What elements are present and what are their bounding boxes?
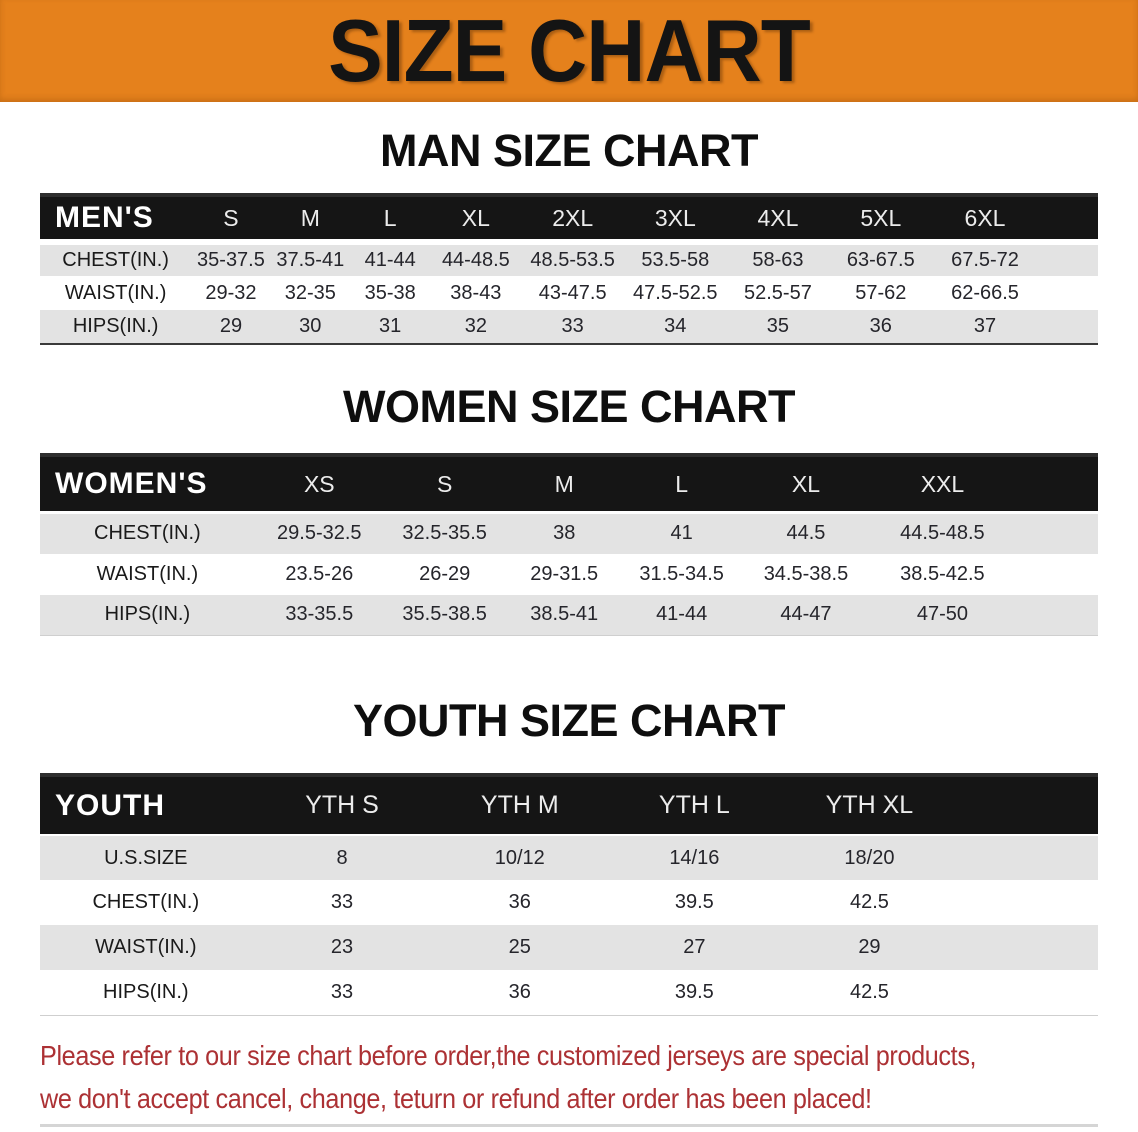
page-title: SIZE CHART — [328, 1, 810, 100]
measure-value-cell: 29 — [858, 936, 881, 958]
measure-value-cell: 32.5-35.5 — [402, 522, 487, 545]
measure-value-cell: 31.5-34.5 — [639, 562, 724, 585]
measure-value-cell — [1013, 554, 1098, 595]
measure-value-cell — [957, 970, 1098, 1015]
measure-value-cell: 37.5-41 — [276, 249, 345, 271]
measure-value-cell: 25 — [508, 936, 531, 958]
measure-value-cell: 34 — [664, 315, 687, 337]
measure-value-cell: 41-44 — [364, 249, 416, 271]
measure-value-cell: 38 — [553, 522, 576, 545]
measure-value-cell: 37 — [973, 315, 997, 337]
size-table — [40, 777, 1098, 1016]
measure-value-cell: 47-50 — [916, 603, 968, 626]
men-heading-text: MAN SIZE CHART — [380, 125, 758, 176]
table-title-cell: YOUTH — [40, 777, 252, 835]
measure-value-cell: 35.5-38.5 — [402, 603, 487, 626]
measure-label-cell: WAIST(IN.) — [64, 281, 167, 304]
measure-value-cell: 36 — [508, 891, 531, 913]
measure-row — [40, 310, 1098, 344]
women-size-table — [40, 453, 1098, 636]
measure-label-cell: WAIST(IN.) — [95, 936, 197, 958]
measure-row — [40, 970, 1098, 1015]
size-header-cell: XL — [430, 197, 521, 242]
measure-value-cell: 33 — [561, 315, 584, 337]
size-header-cell: L — [350, 197, 430, 242]
measure-value-cell: 32 — [464, 315, 487, 337]
measure-value-cell: 47.5-52.5 — [633, 281, 718, 304]
measure-value-cell: 44.5 — [786, 522, 826, 545]
measure-value-cell: 27 — [683, 936, 706, 958]
measure-value-cell: 62-66.5 — [951, 281, 1019, 304]
measure-row — [40, 835, 1098, 880]
size-header-cell: L — [623, 457, 740, 513]
size-header-row — [40, 197, 1098, 242]
measure-value-cell: 53.5-58 — [641, 249, 710, 271]
measure-row — [40, 595, 1098, 636]
size-header-cell: S — [384, 457, 506, 513]
measure-value-cell: 33 — [330, 891, 354, 913]
size-chart-banner — [0, 0, 1138, 102]
order-disclaimer-note — [40, 1034, 1098, 1120]
size-header-cell — [1013, 457, 1098, 513]
measure-value-cell — [957, 835, 1098, 880]
measure-value-cell: 48.5-53.5 — [530, 249, 615, 271]
measure-value-cell: 31 — [379, 315, 402, 337]
measure-label-cell: HIPS(IN.) — [72, 315, 159, 337]
measure-value-cell: 44-48.5 — [441, 249, 510, 271]
measure-row — [40, 880, 1098, 925]
table-title-cell: MEN'S — [40, 197, 191, 242]
size-header-cell: YTH L — [607, 777, 782, 835]
measure-value-cell: 23 — [330, 936, 354, 958]
size-header-cell: M — [505, 457, 622, 513]
measure-value-cell: 36 — [508, 980, 531, 1003]
measure-value-cell: 42.5 — [849, 891, 889, 913]
measure-value-cell — [1038, 276, 1098, 310]
youth-heading-text: YOUTH SIZE CHART — [352, 695, 785, 746]
measure-row — [40, 513, 1098, 554]
size-header-row — [40, 457, 1098, 513]
women-heading-text: WOMEN SIZE CHART — [343, 381, 795, 432]
size-header-cell: 3XL — [624, 197, 727, 242]
measure-value-cell: 39.5 — [674, 980, 714, 1003]
size-header-cell: 6XL — [932, 197, 1037, 242]
table-title-cell: WOMEN'S — [40, 457, 255, 513]
measure-value-cell: 44-47 — [780, 603, 832, 626]
measure-value-cell: 29 — [219, 315, 243, 337]
disclaimer-line-2: we don't accept cancel, change, teturn or refund after order has been placed! — [40, 1082, 872, 1114]
measure-label-cell: HIPS(IN.) — [104, 603, 191, 626]
measure-value-cell — [957, 880, 1098, 925]
measure-value-cell: 43-47.5 — [538, 281, 607, 304]
size-header-cell — [1038, 197, 1098, 242]
size-header-cell: 5XL — [829, 197, 932, 242]
measure-label-cell: U.S.SIZE — [104, 846, 188, 869]
measure-value-cell: 57-62 — [855, 281, 907, 304]
measure-label-cell: WAIST(IN.) — [96, 562, 199, 585]
measure-value-cell: 29-32 — [205, 281, 257, 304]
measure-value-cell: 26-29 — [419, 562, 471, 585]
measure-value-cell: 42.5 — [849, 980, 889, 1003]
disclaimer-line-1: Please refer to our size chart before order,the customized jerseys are special products, — [40, 1039, 977, 1071]
measure-value-cell: 36 — [869, 315, 892, 337]
measure-value-cell: 38-43 — [450, 281, 502, 304]
measure-value-cell: 41-44 — [656, 603, 708, 626]
size-header-cell: XXL — [872, 457, 1014, 513]
measure-value-cell — [1038, 242, 1098, 276]
measure-value-cell: 33-35.5 — [285, 603, 354, 626]
measure-value-cell — [957, 925, 1098, 970]
measure-value-cell: 10/12 — [494, 846, 545, 869]
measure-value-cell: 67.5-72 — [951, 249, 1019, 271]
measure-value-cell: 38.5-41 — [530, 603, 599, 626]
measure-value-cell: 29-31.5 — [530, 562, 599, 585]
measure-label-cell: CHEST(IN.) — [62, 249, 169, 271]
measure-row — [40, 276, 1098, 310]
size-header-cell — [957, 777, 1098, 835]
measure-value-cell: 34.5-38.5 — [763, 562, 849, 585]
size-table — [40, 457, 1098, 636]
measure-value-cell: 58-63 — [752, 249, 804, 271]
measure-value-cell: 44.5-48.5 — [900, 522, 985, 545]
size-header-cell: M — [271, 197, 350, 242]
size-header-cell: YTH S — [252, 777, 433, 835]
women-size-chart-heading — [0, 381, 1138, 432]
measure-value-cell: 38.5-42.5 — [900, 562, 985, 585]
measure-value-cell — [1013, 595, 1098, 636]
measure-value-cell: 63-67.5 — [846, 249, 915, 271]
bottom-edge-strip — [40, 1124, 1098, 1127]
size-table — [40, 197, 1098, 345]
measure-value-cell: 30 — [299, 315, 322, 337]
measure-row — [40, 925, 1098, 970]
men-size-chart-heading — [0, 125, 1138, 176]
measure-label-cell: CHEST(IN.) — [92, 891, 200, 913]
measure-value-cell: 14/16 — [669, 846, 720, 869]
measure-label-cell: CHEST(IN.) — [94, 522, 201, 545]
size-header-cell: YTH XL — [782, 777, 958, 835]
men-size-table — [40, 193, 1098, 345]
measure-value-cell: 35-38 — [364, 281, 416, 304]
measure-value-cell: 41 — [670, 522, 693, 545]
measure-value-cell — [1013, 513, 1098, 554]
measure-row — [40, 554, 1098, 595]
measure-value-cell: 32-35 — [284, 281, 336, 304]
measure-row — [40, 242, 1098, 276]
size-header-cell: XS — [255, 457, 384, 513]
youth-size-chart-heading — [0, 695, 1138, 746]
measure-value-cell: 8 — [336, 846, 348, 869]
size-header-cell: YTH M — [433, 777, 608, 835]
measure-value-cell: 23.5-26 — [285, 562, 354, 585]
measure-label-cell: HIPS(IN.) — [103, 980, 189, 1003]
measure-value-cell: 18/20 — [844, 846, 895, 869]
measure-value-cell: 29.5-32.5 — [277, 522, 362, 545]
measure-value-cell: 35 — [766, 315, 790, 337]
youth-size-table — [40, 773, 1098, 1016]
measure-value-cell — [1038, 310, 1098, 344]
measure-value-cell: 35-37.5 — [197, 249, 265, 271]
size-header-cell: XL — [740, 457, 871, 513]
measure-value-cell: 33 — [330, 980, 354, 1003]
size-header-cell: 2XL — [521, 197, 624, 242]
measure-value-cell: 52.5-57 — [744, 281, 812, 304]
size-header-row — [40, 777, 1098, 835]
size-header-cell: S — [191, 197, 270, 242]
size-header-cell: 4XL — [727, 197, 830, 242]
measure-value-cell: 39.5 — [674, 891, 714, 913]
